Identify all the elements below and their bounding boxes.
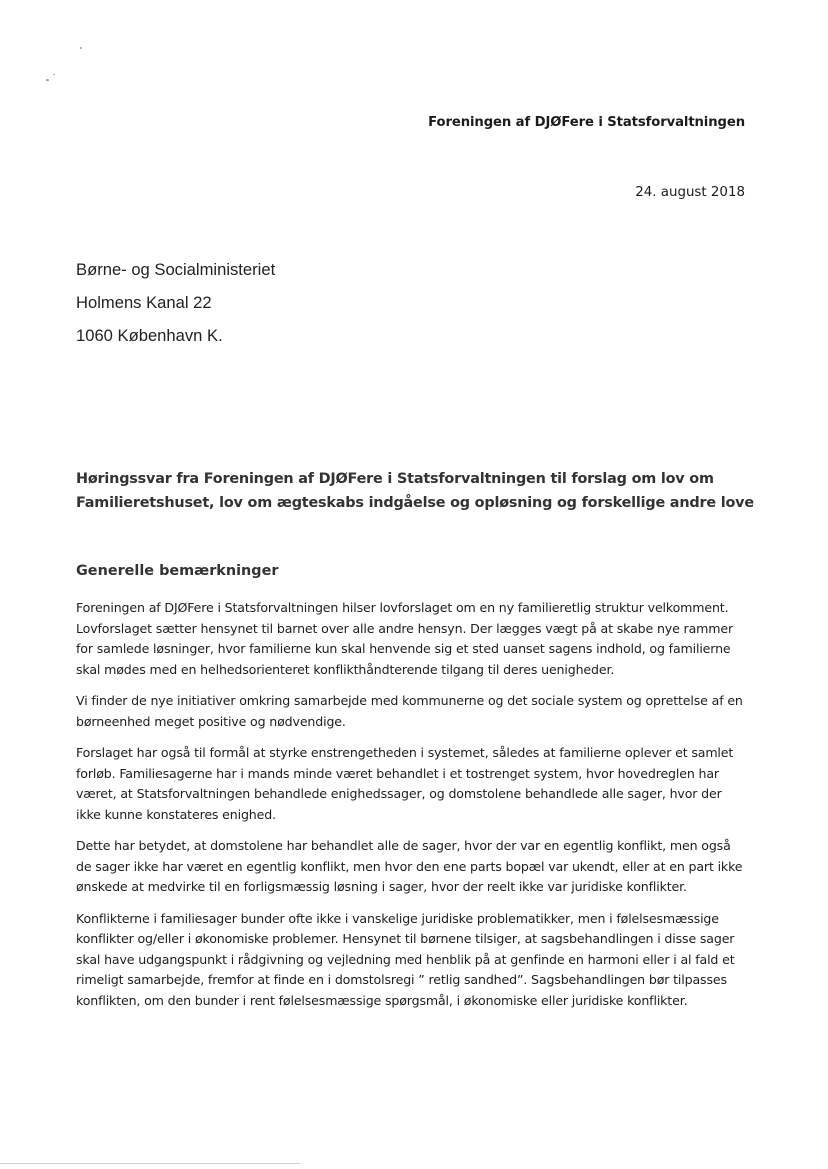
text-line: været, at Statsforvaltningen behandlede enighedssager, og domstolene behandlede alle sager, hvor der <box>76 786 722 801</box>
text-line: for samlede løsninger, hvor familierne kun skal henvende sig et sted uanset sagens indhold, og familierne <box>76 641 731 656</box>
text-line: konflikter og/eller i økonomiske problemer. Hensynet til børnene tilsiger, at sagsbehandlingen i disse sager <box>76 931 735 946</box>
paragraph <box>76 691 756 732</box>
recipient-street: Holmens Kanal 22 <box>76 293 212 312</box>
title-line: Høringssvar fra Foreningen af DJØFere i Statsforvaltningen til forslag om lov om <box>76 471 714 487</box>
text-line: Dette har betydet, at domstolene har behandlet alle de sager, hvor der var en egentlig konflikt, men også <box>76 838 731 853</box>
text-line: forløb. Familiesagerne har i mands minde været behandlet i et tostrenget system, hvor hovedreglen har <box>76 765 719 781</box>
letter-body <box>76 598 756 1022</box>
text-line: de sager ikke har været en egentlig konflikt, men hvor den ene parts bopæl var ukendt, eller at en part ikke <box>76 858 743 874</box>
scan-edge-line <box>0 1163 300 1164</box>
text-line: børneenhed meget positive og nødvendige. <box>76 713 346 729</box>
text-line: skal mødes med en helhedsorienteret konflikthåndterende tilgang til deres uenigheder. <box>76 661 615 677</box>
sender-name: Foreningen af DJØFere i Statsforvaltningen <box>428 115 745 130</box>
recipient-name: Børne- og Socialministeriet <box>76 260 276 279</box>
text-line: Forslaget har også til formål at styrke enstrengetheden i systemet, således at familierne oplever et samlet <box>76 745 734 760</box>
letter-title <box>76 467 766 515</box>
scan-speck <box>53 74 55 75</box>
text-line: ikke kunne konstateres enighed. <box>76 806 276 822</box>
paragraph <box>76 836 756 898</box>
text-line: rimeligt samarbejde, fremfor at finde en i domstolsregi ” retlig sandhed”. Sagsbehandlingen bør tilpasses <box>76 972 727 987</box>
section-heading: Generelle bemærkninger <box>76 563 279 579</box>
letter-date: 24. august 2018 <box>635 185 745 200</box>
paragraph <box>76 598 756 680</box>
text-line: Lovforslaget sætter hensynet til barnet over alle andre hensyn. Der lægges vægt på at skabe nye rammer <box>76 620 734 636</box>
scan-speck <box>80 47 82 49</box>
recipient-city: 1060 København K. <box>76 326 223 345</box>
paragraph <box>76 909 756 1012</box>
scan-speck <box>46 79 49 81</box>
text-line: konflikten, om den bunder i rent følelsesmæssige spørgsmål, i økonomiske eller juridiske konflikter. <box>76 992 688 1008</box>
text-line: ønskede at medvirke til en forligsmæssig løsning i sager, hvor der reelt ikke var juridiske konflikter. <box>76 879 687 894</box>
text-line: skal have udgangspunkt i rådgivning og vejledning med henblik på at genfinde en harmoni eller i al fald et <box>76 951 735 967</box>
paragraph <box>76 743 756 825</box>
text-line: Konflikterne i familiesager bunder ofte ikke i vanskelige juridiske problematikker, men i følelsesmæssige <box>76 910 719 926</box>
title-line: Familieretshuset, lov om ægteskabs indgåelse og opløsning og forskellige andre love <box>76 495 754 511</box>
text-line: Vi finder de nye initiativer omkring samarbejde med kommunerne og det sociale system og oprettelse af en <box>76 693 743 708</box>
text-line: Foreningen af DJØFere i Statsforvaltningen hilser lovforslaget om en ny familieretlig struktur velkomment. <box>76 600 729 615</box>
recipient-address <box>76 253 275 352</box>
